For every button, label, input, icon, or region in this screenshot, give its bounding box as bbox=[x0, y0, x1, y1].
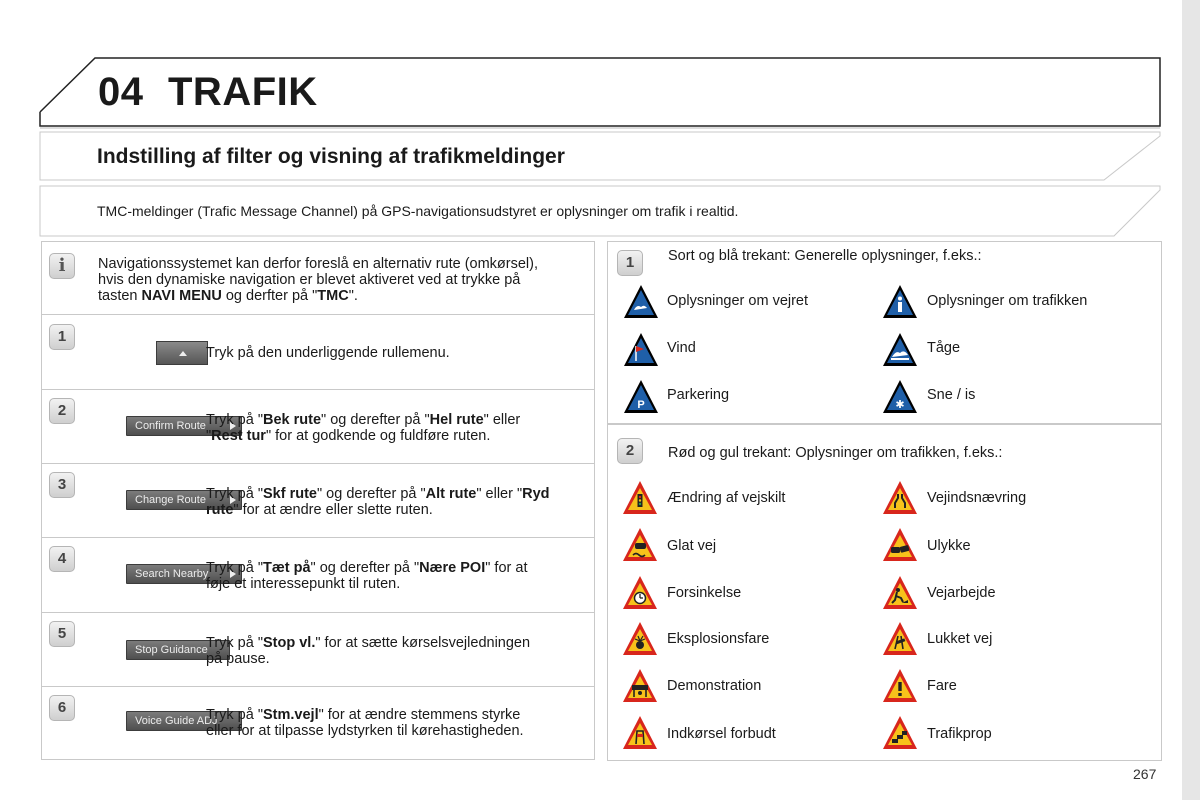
parking-sign-icon bbox=[622, 378, 660, 416]
step-number-badge: 1 bbox=[49, 324, 75, 350]
panel-number-badge: 2 bbox=[617, 438, 643, 464]
search-nearby-label: Search Nearby bbox=[135, 568, 209, 580]
step-6 bbox=[41, 687, 595, 760]
step-3 bbox=[41, 464, 595, 538]
step-number-badge: 6 bbox=[49, 695, 75, 721]
delay-sign-icon bbox=[621, 574, 659, 612]
info-sign-icon bbox=[881, 283, 919, 321]
confirm-route-label: Confirm Route bbox=[135, 420, 206, 432]
fog-sign-icon bbox=[881, 331, 919, 369]
traffic-jam-sign-icon bbox=[881, 714, 919, 752]
intro-text: TMC-meldinger (Trafic Message Channel) på GPS-navigationsudstyret er oplysninger om trafik i realtid. bbox=[97, 203, 739, 219]
sign-label: Indkørsel forbudt bbox=[667, 726, 776, 742]
accident-sign-icon bbox=[881, 526, 919, 564]
sign-label: Ulykke bbox=[927, 538, 971, 554]
section-title: Indstilling af filter og visning af trafikmeldinger bbox=[97, 145, 565, 168]
step-1 bbox=[41, 315, 595, 390]
chapter-title: TRAFIK bbox=[168, 70, 318, 114]
info-text bbox=[98, 256, 593, 304]
explosion-sign-icon bbox=[621, 620, 659, 658]
info-line-3a: tasten bbox=[98, 288, 142, 304]
step-5 bbox=[41, 613, 595, 687]
change-route-label: Change Route bbox=[135, 494, 206, 506]
info-icon: i bbox=[49, 253, 75, 279]
navi-menu-keyword: NAVI MENU bbox=[141, 288, 222, 304]
sign-label: Oplysninger om vejret bbox=[667, 293, 809, 309]
demonstration-sign-icon bbox=[621, 667, 659, 705]
chapter-number: 04 bbox=[98, 70, 144, 114]
slippery-road-sign-icon bbox=[621, 526, 659, 564]
step-number-badge: 5 bbox=[49, 621, 75, 647]
sign-label: Forsinkelse bbox=[667, 585, 742, 601]
danger-sign-icon bbox=[881, 667, 919, 705]
scroll-up-button[interactable] bbox=[156, 341, 208, 365]
wind-sign-icon bbox=[622, 331, 660, 369]
sign-label: Eksplosionsfare bbox=[667, 631, 770, 647]
info-line-3c: og derfter på " bbox=[221, 288, 318, 304]
sign-label: Sne / is bbox=[927, 387, 976, 403]
closed-road-sign-icon bbox=[881, 620, 919, 658]
step-5-text: Tryk på "Stop vl." for at sætte kørselsvejledningen på pause. bbox=[206, 635, 531, 667]
step-2-text: Tryk på "Bek rute" og derefter på "Hel rute" eller "Rest tur" for at godkende og fuldføre ruten. bbox=[206, 412, 521, 444]
page-number: 267 bbox=[1133, 766, 1157, 782]
general-info-heading: Sort og blå trekant: Generelle oplysninger, f.eks.: bbox=[668, 248, 982, 264]
sign-label: Trafikprop bbox=[927, 726, 992, 742]
step-4-text: Tryk på "Tæt på" og derefter på "Nære POI" for at føje et interessepunkt til ruten. bbox=[206, 560, 528, 592]
up-arrow-icon bbox=[179, 351, 187, 356]
info-note bbox=[41, 241, 595, 315]
step-1-text: Tryk på den underliggende rullemenu. bbox=[206, 345, 450, 361]
sign-label: Tåge bbox=[927, 340, 961, 356]
voice-guide-adj-label: Voice Guide ADJ bbox=[135, 715, 218, 727]
sign-label: Vejindsnævring bbox=[927, 490, 1027, 506]
no-entry-sign-icon bbox=[621, 714, 659, 752]
step-2 bbox=[41, 390, 595, 464]
sign-label: Fare bbox=[927, 678, 957, 694]
info-line-2: hvis den dynamiske navigation er blevet aktiveret ved at trykke på bbox=[98, 272, 521, 288]
stop-guidance-label: Stop Guidance bbox=[135, 644, 208, 656]
svg-text:P: P bbox=[637, 399, 645, 411]
tmc-keyword: TMC bbox=[317, 288, 349, 304]
step-4 bbox=[41, 538, 595, 613]
sign-label: Lukket vej bbox=[927, 631, 993, 647]
sign-label: Demonstration bbox=[667, 678, 762, 694]
panel-number-badge: 1 bbox=[617, 250, 643, 276]
road-narrows-sign-icon bbox=[881, 479, 919, 517]
snow-sign-icon bbox=[881, 378, 919, 416]
traffic-info-heading: Rød og gul trekant: Oplysninger om trafikken, f.eks.: bbox=[668, 445, 1003, 461]
step-number-badge: 3 bbox=[49, 472, 75, 498]
sign-label: Parkering bbox=[667, 387, 730, 403]
sign-label: Oplysninger om trafikken bbox=[927, 293, 1088, 309]
sign-label: Glat vej bbox=[667, 538, 717, 554]
info-line-1: Navigationssystemet kan derfor foreslå en alternativ rute (omkørsel), bbox=[98, 256, 539, 272]
roadworks-sign-icon bbox=[881, 574, 919, 612]
step-3-text: Tryk på "Skf rute" og derefter på "Alt rute" eller "Ryd rute" for at ændre eller slette ruten. bbox=[206, 486, 550, 518]
sign-label: Vind bbox=[667, 340, 696, 356]
weather-sign-icon bbox=[622, 283, 660, 321]
svg-text:✱: ✱ bbox=[895, 398, 905, 411]
step-6-text: Tryk på "Stm.vejl" for at ændre stemmens styrke eller for at tilpasse lydstyrken til kørehastigheden. bbox=[206, 707, 524, 739]
traffic-light-sign-icon bbox=[621, 479, 659, 517]
step-number-badge: 2 bbox=[49, 398, 75, 424]
step-number-badge: 4 bbox=[49, 546, 75, 572]
info-line-3e: ". bbox=[348, 288, 358, 304]
sign-label: Ændring af vejskilt bbox=[667, 490, 786, 506]
sign-label: Vejarbejde bbox=[927, 585, 996, 601]
